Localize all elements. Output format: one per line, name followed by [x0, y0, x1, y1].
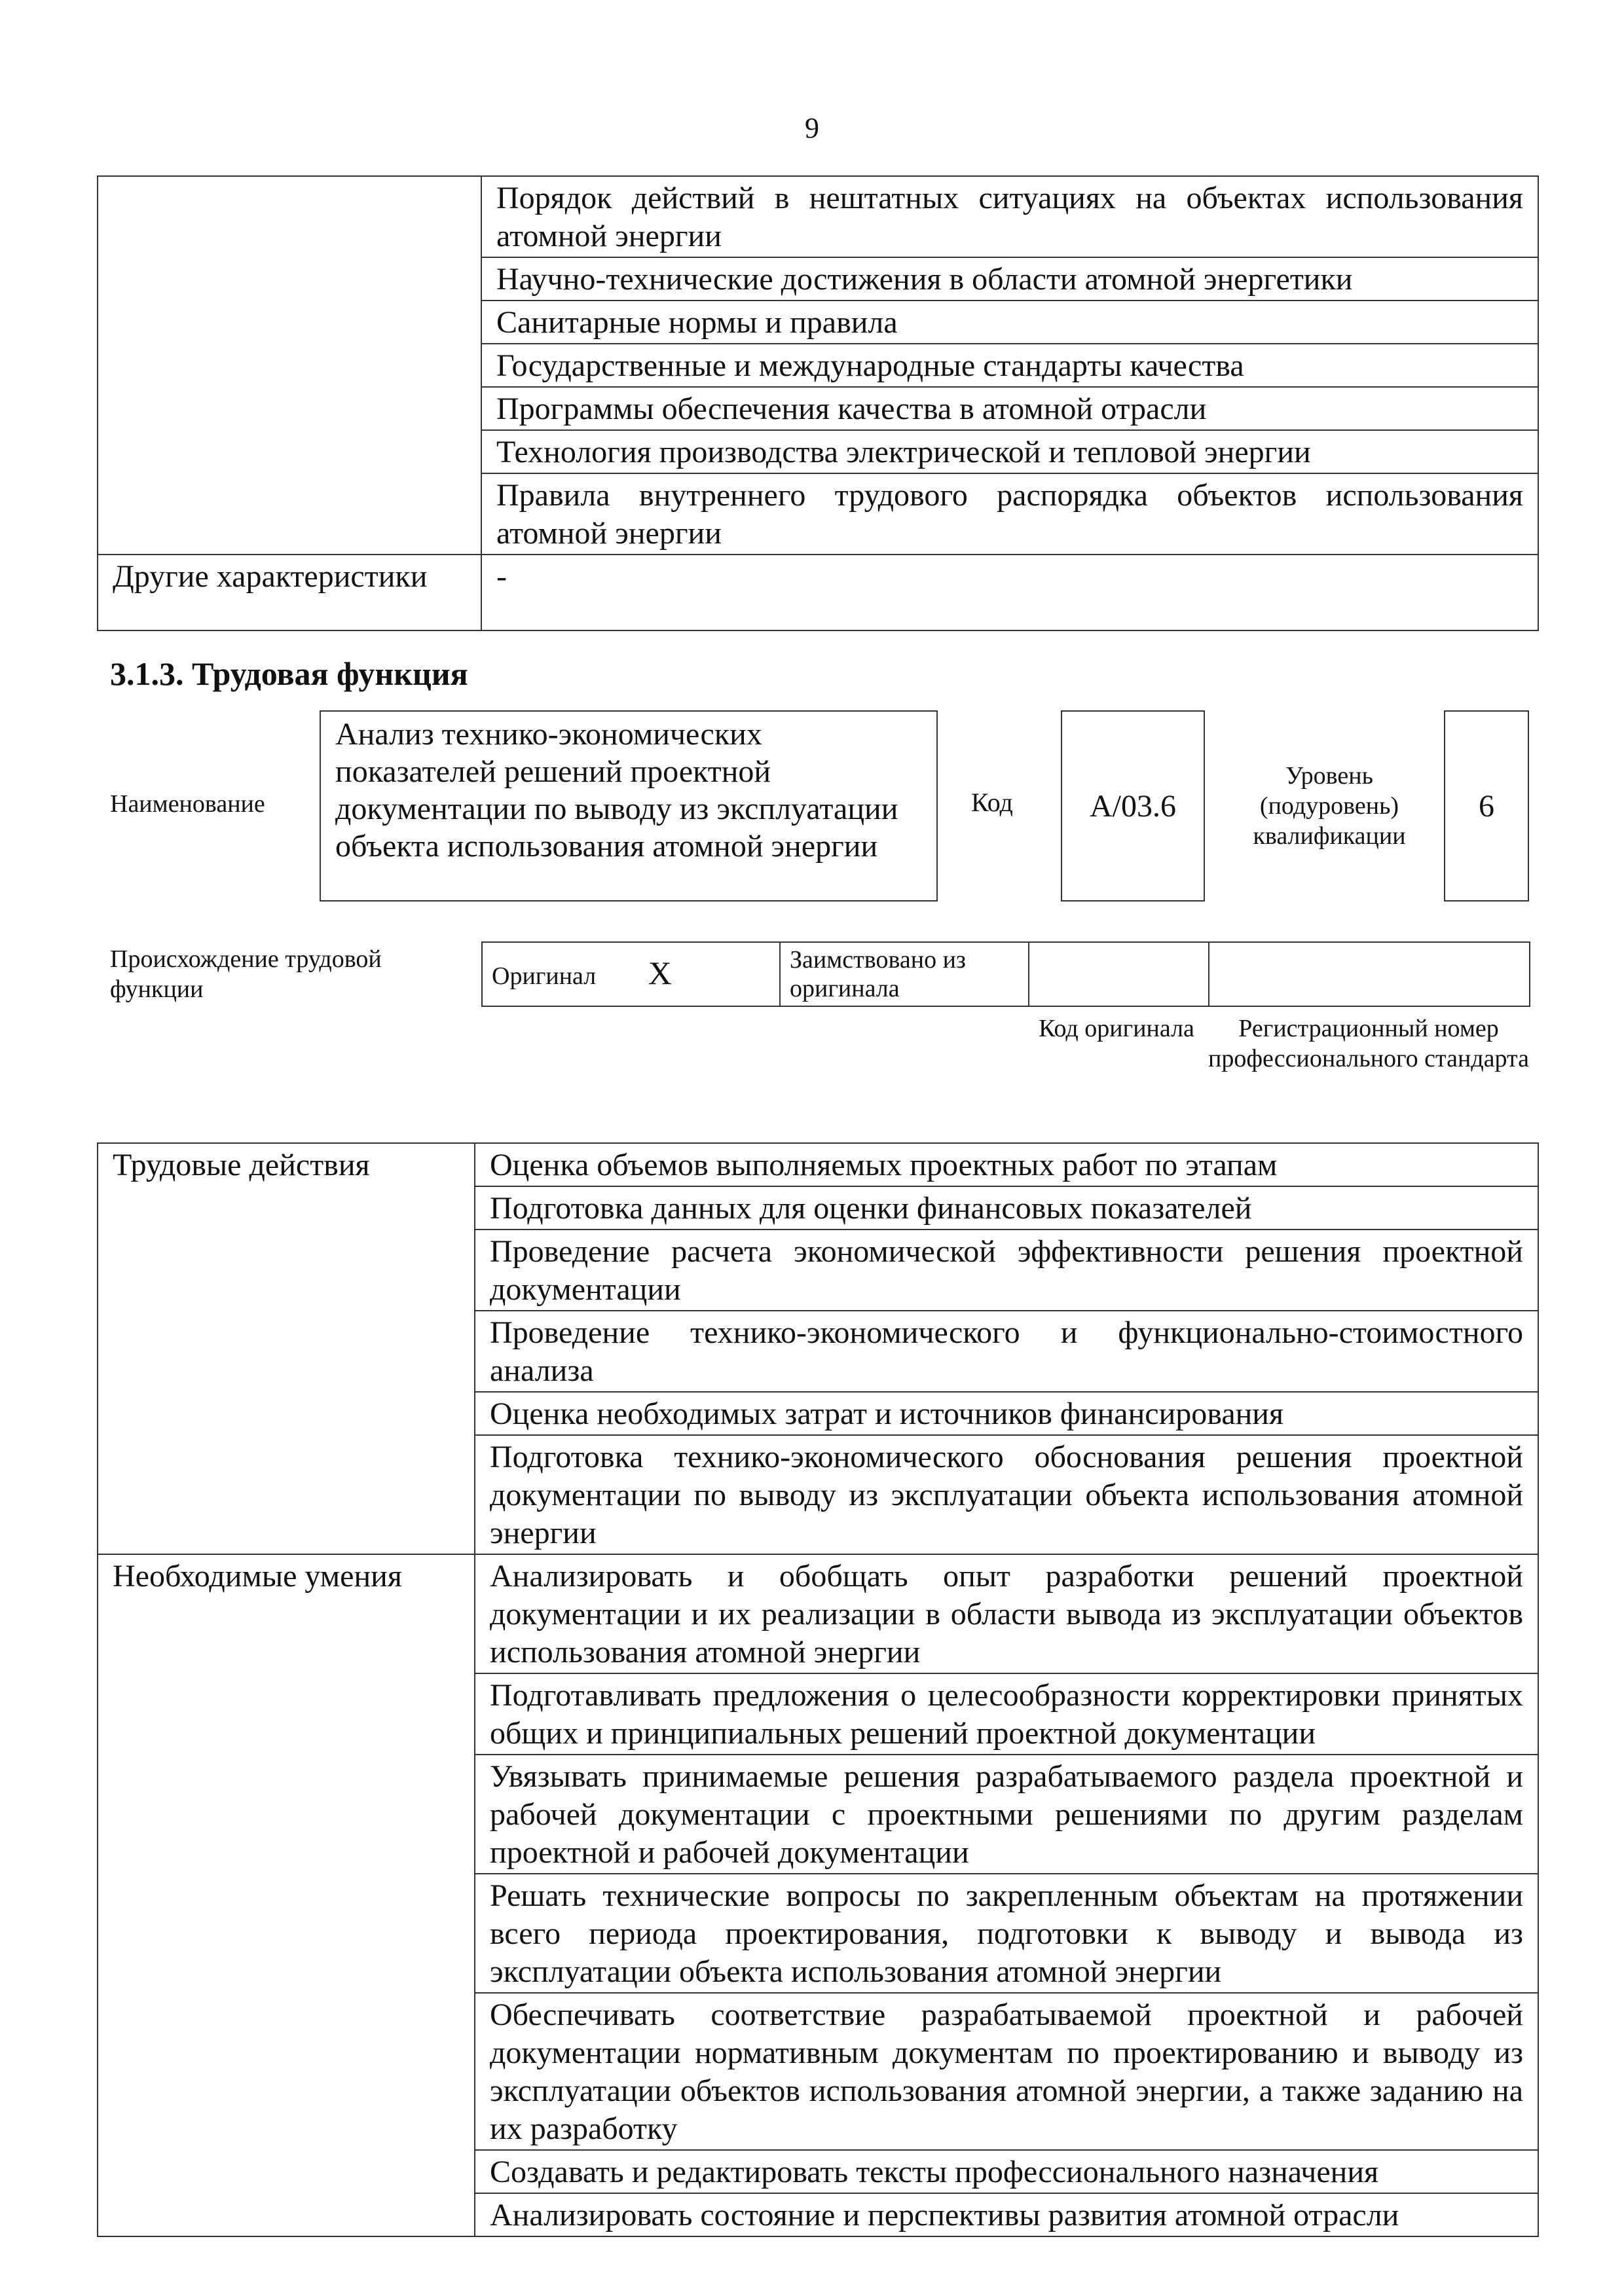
list-item: Оценка объемов выполняемых проектных работ по этапам: [475, 1143, 1538, 1186]
list-item: Создавать и редактировать тексты профессионального назначения: [475, 2150, 1538, 2193]
code-value: А/03.6: [1090, 788, 1176, 824]
other-characteristics-value: -: [481, 555, 1538, 630]
level-label: Уровень (подуровень) квалификации: [1253, 762, 1406, 850]
list-item: Анализировать и обобщать опыт разработки решений проектной документации и их реализации в области вывода из эксплуатации объектов использования атомной энергии: [475, 1554, 1538, 1673]
table-row: [98, 555, 1538, 630]
list-item: Анализировать состояние и перспективы развития атомной отрасли: [475, 2193, 1538, 2236]
list-item: Порядок действий в нештатных ситуациях на объектах использования атомной энергии: [481, 176, 1538, 257]
list-item: Обеспечивать соответствие разрабатываемой проектной и рабочей документации нормативным документам по проектированию и выводу из эксплуатации объектов использования атомной энергии, а также заданию на их разработку: [475, 1993, 1538, 2150]
table-row: [98, 1143, 1538, 1186]
row-label: Необходимые умения: [98, 1554, 475, 2236]
list-item: Оценка необходимых затрат и источников финансирования: [475, 1392, 1538, 1435]
list-item: Научно-технические достижения в области атомной энергетики: [481, 257, 1538, 301]
row-label: Трудовые действия: [98, 1143, 475, 1554]
list-item: Подготавливать предложения о целесообразности корректировки принятых общих и принципиальных решений проектной документации: [475, 1673, 1538, 1755]
list-item: Подготовка данных для оценки финансовых показателей: [475, 1186, 1538, 1230]
code-label: Код: [971, 788, 1013, 817]
list-item: Увязывать принимаемые решения разрабатываемого раздела проектной и рабочей документации с проектными решениями по другим разделам проектной и рабочей документации: [475, 1755, 1538, 1874]
list-item: Проведение расчета экономической эффективности решения проектной документации: [475, 1230, 1538, 1311]
row-label: Другие характеристики: [98, 555, 481, 630]
table-row: [98, 1554, 1538, 1673]
level-value: 6: [1479, 788, 1494, 824]
table-cell: [98, 176, 481, 555]
original-mark: X: [648, 954, 672, 991]
reg-number-caption: Регистрационный номер профессионального стандарта: [1208, 1015, 1529, 1072]
table-row: [482, 942, 1530, 1006]
reg-number-cell: [1209, 942, 1530, 1006]
function-table: [97, 1142, 1539, 2237]
original-cell: [482, 942, 780, 1006]
code-box: [1061, 710, 1205, 902]
list-item: Технология производства электрической и тепловой энергии: [481, 430, 1538, 473]
table-row: [98, 176, 1538, 257]
borrowed-label: Заимствовано из оригинала: [780, 942, 1029, 1006]
knowledge-table: [97, 175, 1539, 631]
original-code-caption: Код оригинала: [1039, 1015, 1194, 1042]
original-label: Оригинал: [492, 962, 597, 990]
origin-table: [481, 941, 1530, 1007]
level-box: [1444, 710, 1529, 902]
list-item: Проведение технико-экономического и функционально-стоимостного анализа: [475, 1311, 1538, 1392]
list-item: Подготовка технико-экономического обоснования решения проектной документации по выводу из эксплуатации объекта использования атомной энергии: [475, 1435, 1538, 1554]
origin-label: Происхождение трудовой функции: [110, 945, 382, 1003]
name-label: Наименование: [110, 790, 265, 818]
original-code-cell: [1029, 942, 1209, 1006]
page-number: 9: [805, 112, 819, 144]
function-name-box: Анализ технико-экономических показателей решений проектной документации по выводу из эксплуатации объекта использования атомной энергии: [320, 710, 938, 902]
list-item: Правила внутреннего трудового распорядка объектов использования атомной энергии: [481, 473, 1538, 555]
section-heading: 3.1.3. Трудовая функция: [110, 655, 468, 692]
list-item: Программы обеспечения качества в атомной отрасли: [481, 387, 1538, 430]
list-item: Санитарные нормы и правила: [481, 301, 1538, 344]
list-item: Решать технические вопросы по закрепленным объектам на протяжении всего периода проектирования, подготовки к выводу и вывода из эксплуатации объекта использования атомной энергии: [475, 1874, 1538, 1993]
list-item: Государственные и международные стандарты качества: [481, 344, 1538, 387]
